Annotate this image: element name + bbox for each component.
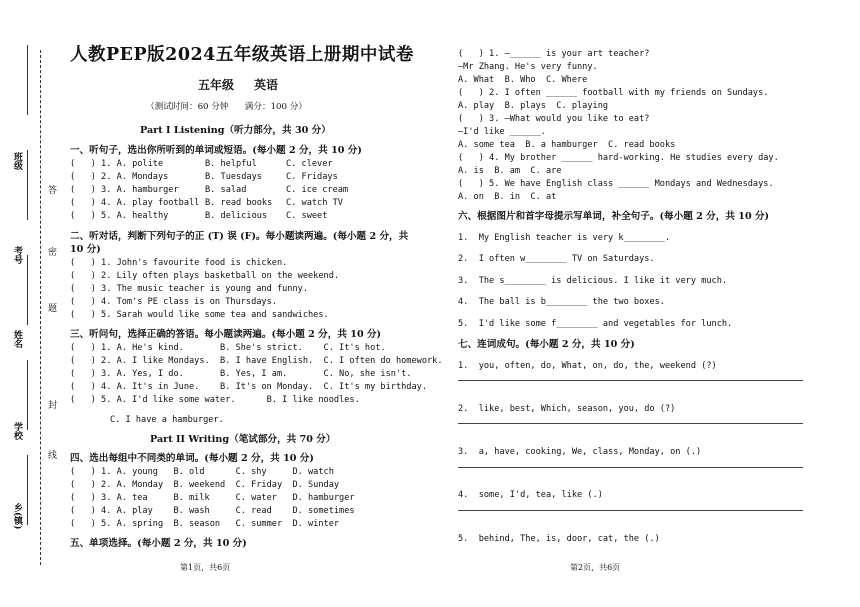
field-underline xyxy=(27,45,28,115)
s6-item-5: 5. I'd like some f________ and vegetables for lunch. xyxy=(458,319,733,329)
section7-heading: 七、连词成句。(每小题 2 分，共 10 分) xyxy=(458,339,635,350)
s5-line-10: A. is B. am C. are xyxy=(458,166,562,176)
subject-label: 英语 xyxy=(254,78,279,92)
s3-item-2: ( ) 2. A. I like Mondays. B. I have English. C. I often do homework. xyxy=(70,356,443,366)
s5-line-8: A. some tea B. a hamburger C. read books xyxy=(458,140,676,150)
s3-item-3: ( ) 3. A. Yes, I do. B. Yes, I am. C. No, she isn't. xyxy=(70,369,412,379)
exam-number-label: 考号 xyxy=(12,246,22,264)
s5-line-3: A. What B. Who C. Where xyxy=(458,75,588,85)
binding-margin xyxy=(0,0,62,607)
s1-item-1-b: B. helpful xyxy=(205,159,257,169)
section3-heading: 三、听问句，选择正确的答语。每小题读两遍。(每小题 2 分，共 10 分) xyxy=(70,329,382,340)
s1-item-3-c: C. ice cream xyxy=(286,185,349,195)
s6-item-1: 1. My English teacher is very k________. xyxy=(458,233,671,243)
s3-item-1: ( ) 1. A. He's kind. B. She's strict. C. It's hot. xyxy=(70,343,386,353)
section2-heading-cont: 10 分) xyxy=(70,244,101,255)
s6-item-4: 4. The ball is b________ the two boxes. xyxy=(458,297,665,307)
s3-item-5-c: C. I have a hamburger. xyxy=(110,415,224,425)
exam-title: 人教PEP版2024五年级英语上册期中试卷 xyxy=(70,45,414,65)
s2-item-3: ( ) 3. The music teacher is young and funny. xyxy=(70,284,308,294)
s5-line-12: A. on B. in C. at xyxy=(458,192,557,202)
field-underline xyxy=(27,455,28,525)
s1-item-3: ( ) 3. A. hamburger xyxy=(70,185,179,195)
s1-item-3-b: B. salad xyxy=(205,185,247,195)
s1-item-1-c: C. clever xyxy=(286,159,333,169)
s5-line-6: ( ) 3. —What would you like to eat? xyxy=(458,114,650,124)
school-label: 学校 xyxy=(12,422,22,440)
s4-item-4: ( ) 4. A. play B. wash C. read D. sometimes xyxy=(70,506,355,516)
s5-line-4: ( ) 2. I often ______ football with my friends on Sundays. xyxy=(458,88,769,98)
section1-heading: 一、听句子，选出你所听到的单词或短语。(每小题 2 分，共 10 分) xyxy=(70,145,362,156)
s5-line-11: ( ) 5. We have English class ______ Mondays and Wednesdays. xyxy=(458,179,774,189)
page-number-left: 第1页，共6页 xyxy=(180,563,231,572)
part1-title: Part I Listening（听力部分，共 30 分） xyxy=(140,125,331,136)
s2-item-1: ( ) 1. John's favourite food is chicken. xyxy=(70,258,288,268)
name-label: 姓名 xyxy=(12,330,22,348)
s5-line-1: ( ) 1. —______ is your art teacher? xyxy=(458,49,650,59)
s1-item-4-c: C. watch TV xyxy=(286,198,343,208)
s2-item-5: ( ) 5. Sarah would like some tea and sandwiches. xyxy=(70,310,329,320)
s4-item-5: ( ) 5. A. spring B. season C. summer D. winter xyxy=(70,519,340,529)
s2-item-4: ( ) 4. Tom's PE class is on Thursdays. xyxy=(70,297,277,307)
class-label: 班级 xyxy=(12,152,22,170)
field-underline xyxy=(27,255,28,325)
cut-line xyxy=(40,50,41,565)
s1-item-2-c: C. Fridays xyxy=(286,172,338,182)
s1-item-2: ( ) 2. A. Mondays xyxy=(70,172,169,182)
s2-item-2: ( ) 2. Lily often plays basketball on the weekend. xyxy=(70,271,340,281)
answer-line xyxy=(458,510,803,511)
cut-mark: 线 xyxy=(46,450,56,459)
town-label: 乡(镇) xyxy=(12,503,22,530)
page-number-right: 第2页，共6页 xyxy=(570,563,621,572)
s1-item-4: ( ) 4. A. play football xyxy=(70,198,200,208)
s6-item-2: 2. I often w________ TV on Saturdays. xyxy=(458,254,655,264)
s4-item-2: ( ) 2. A. Monday B. weekend C. Friday D. Sunday xyxy=(70,480,340,490)
section2-heading: 二、听对话，判断下列句子的正 (T) 误 (F)。每小题读两遍。(每小题 2 分，共 xyxy=(70,231,409,242)
section4-heading: 四、选出每组中不同类的单词。(每小题 2 分，共 10 分) xyxy=(70,453,314,464)
s1-item-5: ( ) 5. A. healthy xyxy=(70,211,169,221)
answer-line xyxy=(458,467,803,468)
s5-line-7: —I'd like ______. xyxy=(458,127,546,137)
answer-line xyxy=(458,380,803,381)
s7-item-3: 3. a, have, cooking, We, class, Monday, on (.) xyxy=(458,447,702,457)
s7-item-1: 1. you, often, do, What, on, do, the, weekend (?) xyxy=(458,361,717,371)
part2-title: Part II Writing（笔试部分，共 70 分） xyxy=(150,434,336,445)
s1-item-5-b: B. delicious xyxy=(205,211,268,221)
s5-line-2: —Mr Zhang. He's very funny. xyxy=(458,62,598,72)
s5-line-9: ( ) 4. My brother ______ hard-working. He studies every day. xyxy=(458,153,779,163)
answer-line xyxy=(458,423,803,424)
time-info: （测试时间：60 分钟 满分：100 分） xyxy=(146,102,307,112)
cut-mark: 密 xyxy=(46,247,56,256)
s4-item-1: ( ) 1. A. young B. old C. shy D. watch xyxy=(70,467,334,477)
s6-item-3: 3. The s________ is delicious. I like it very much. xyxy=(458,276,728,286)
s3-item-4: ( ) 4. A. It's in June. B. It's on Monday. C. It's my birthday. xyxy=(70,382,427,392)
field-underline xyxy=(27,150,28,220)
s4-item-3: ( ) 3. A. tea B. milk C. water D. hamburger xyxy=(70,493,355,503)
field-underline xyxy=(27,360,28,430)
s1-item-4-b: B. read books xyxy=(205,198,273,208)
cut-mark: 封 xyxy=(46,400,56,409)
s1-item-2-b: B. Tuesdays xyxy=(205,172,262,182)
s7-item-5: 5. behind, The, is, door, cat, the (.) xyxy=(458,534,660,544)
cut-mark: 答 xyxy=(46,185,56,194)
s7-item-4: 4. some, I'd, tea, like (.) xyxy=(458,490,603,500)
s7-item-2: 2. like, best, Which, season, you, do (?) xyxy=(458,404,676,414)
s1-item-1: ( ) 1. A. polite xyxy=(70,159,164,169)
s3-item-5: ( ) 5. A. I'd like some water. B. I like noodles. xyxy=(70,395,360,405)
section5-heading: 五、单项选择。(每小题 2 分，共 10 分) xyxy=(70,538,247,549)
grade-label: 五年级 xyxy=(198,78,235,92)
s1-item-5-c: C. sweet xyxy=(286,211,328,221)
cut-mark: 题 xyxy=(46,303,56,312)
section6-heading: 六、根据图片和首字母提示写单词，补全句子。(每小题 2 分，共 10 分) xyxy=(458,211,770,222)
s5-line-5: A. play B. plays C. playing xyxy=(458,101,609,111)
